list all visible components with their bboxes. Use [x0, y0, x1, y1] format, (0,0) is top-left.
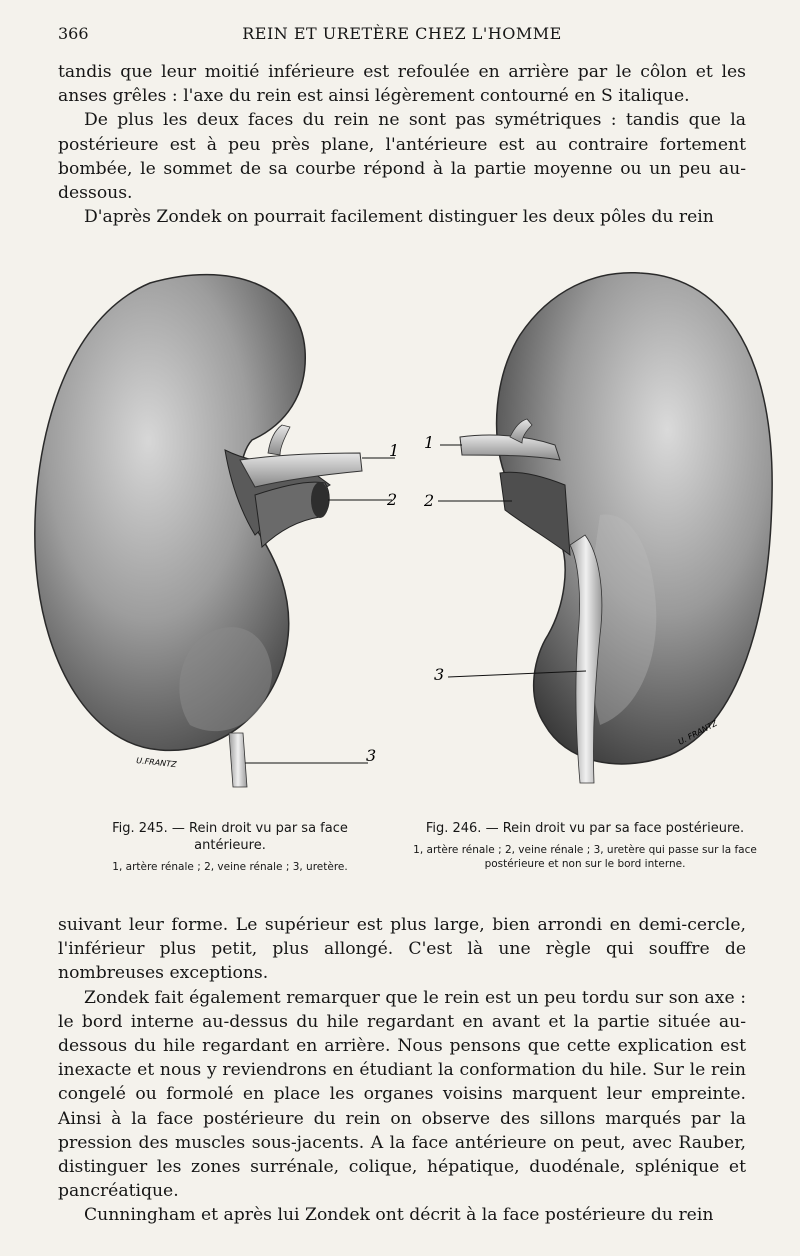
- paragraph-pole-shape: suivant leur forme. Le supérieur est plus large, bien arrondi en demi-cercle, l'inférieur plus petit, plus allongé. C'est là une règle qui souffre de nombreuses exceptions.: [58, 915, 746, 984]
- paragraph-cunningham: Cunningham et après lui Zondek ont décrit à la face postérieure du rein: [84, 1205, 714, 1226]
- page-header: [58, 24, 746, 48]
- paragraph-faces: De plus les deux faces du rein ne sont pas symétriques : tandis que la postérieure est à peu près plane, l'antérieure est au contraire fortement bombée, le sommet de sa courbe répond à la partie moyenne ou un peu au-dessous.: [58, 110, 746, 204]
- paragraph-continuation: tandis que leur moitié inférieure est refoulée en arrière par le côlon et les anses grêles : l'axe du rein est ainsi légèrement contourné en S italique.: [58, 62, 746, 107]
- fig245-caption-title: Fig. 245. — Rein droit vu par sa face antérieure.: [112, 821, 348, 853]
- fig245-signature: U.FRANTZ: [135, 756, 177, 770]
- page-number: 366: [58, 24, 89, 43]
- kidney-figures: [0, 255, 800, 815]
- figure-245: [35, 275, 399, 787]
- paragraph-zondek-twist: Zondek fait également remarquer que le rein est un peu tordu sur son axe : le bord interne au-dessus du hile regardant en avant et la partie située au-dessous du hile regardant en arrière. Nous pensons que cette explication est inexacte et nous y reviendrons en étudiant la conformation du hile. Sur le rein congelé ou formolé en place les organes voisins marquent leur empreinte. Ainsi à la face postérieure du rein on observe des sillons marqués par la pression des muscles sous-jacents. A la face antérieure on peut, avec Rauber, distinguer les zones surrénale, colique, hépatique, duodénale, splénique et pancréatique.: [58, 987, 746, 1202]
- fig245-label-1: 1: [389, 441, 400, 460]
- fig246-label-3: 3: [434, 665, 445, 684]
- top-text-block: [58, 60, 746, 229]
- fig246-legend: 1, artère rénale ; 2, veine rénale ; 3, uretère qui passe sur la face postérieure et non sur le bord interne.: [413, 844, 757, 870]
- fig245-label-3: 3: [366, 746, 377, 765]
- fig246-caption-title: Fig. 246. — Rein droit vu par sa face postérieure.: [425, 821, 745, 836]
- bottom-text-block: [58, 913, 746, 1228]
- fig246-label-2: 2: [424, 491, 435, 510]
- figure-246-caption: [410, 820, 760, 871]
- fig245-legend: 1, artère rénale ; 2, veine rénale ; 3, uretère.: [112, 861, 348, 873]
- running-title: REIN ET URETÈRE CHEZ L'HOMME: [242, 24, 562, 43]
- figure-245-caption: [80, 820, 380, 874]
- fig246-label-1: 1: [424, 433, 435, 452]
- fig245-label-2: 2: [387, 490, 398, 509]
- fig246-signature: U. FRANTZ: [676, 718, 719, 747]
- paragraph-zondek-poles: D'après Zondek on pourrait facilement distinguer les deux pôles du rein: [84, 207, 714, 228]
- figure-246: [423, 273, 772, 783]
